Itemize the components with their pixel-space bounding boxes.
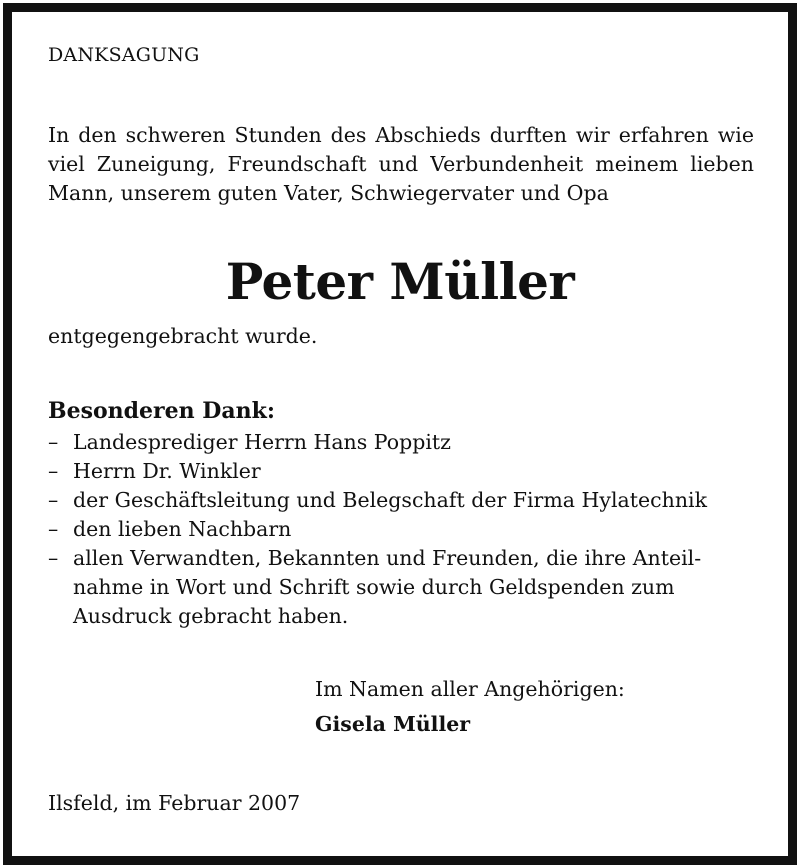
intro-line: Mann, unserem guten Vater, Schwiegervater und Opa: [48, 181, 609, 205]
thanks-item: [48, 428, 768, 457]
intro-paragraph: [48, 121, 754, 208]
dash-bullet: –: [48, 546, 59, 570]
thanks-item: [48, 515, 768, 544]
thanks-item-text: Herrn Dr. Winkler: [73, 459, 261, 483]
intro-line: In den schweren Stunden des Abschieds durften wir erfahren wie: [48, 123, 754, 147]
dash-bullet: –: [48, 430, 59, 454]
intro-line: viel Zuneigung, Freundschaft und Verbundenheit meinem lieben: [48, 152, 754, 176]
signature-name: Gisela Müller: [315, 712, 471, 736]
deceased-name: Peter Müller: [225, 252, 575, 311]
thanks-item: [48, 457, 768, 486]
closing-line: Im Namen aller Angehörigen:: [315, 677, 625, 701]
thanks-item-text: Landesprediger Herrn Hans Poppitz: [73, 430, 451, 454]
thanks-item: [48, 544, 768, 631]
thanks-item: [48, 486, 768, 515]
thanks-item-text: den lieben Nachbarn: [73, 517, 292, 541]
thanks-item-text: Ausdruck gebracht haben.: [73, 604, 349, 628]
notice-heading: DANKSAGUNG: [48, 44, 200, 66]
dash-bullet: –: [48, 488, 59, 512]
after-name-text: entgegengebracht wurde.: [48, 324, 318, 348]
thanks-item-text: nahme in Wort und Schrift sowie durch Geldspenden zum: [73, 575, 675, 599]
thanks-list: [48, 428, 768, 631]
place-date: Ilsfeld, im Februar 2007: [48, 791, 301, 815]
thanks-item-text: der Geschäftsleitung und Belegschaft der Firma Hylatechnik: [73, 488, 707, 512]
dash-bullet: –: [48, 517, 59, 541]
dash-bullet: –: [48, 459, 59, 483]
thanks-item-text: allen Verwandten, Bekannten und Freunden, die ihre Anteil-: [73, 546, 702, 570]
thanks-heading: Besonderen Dank:: [48, 398, 275, 424]
